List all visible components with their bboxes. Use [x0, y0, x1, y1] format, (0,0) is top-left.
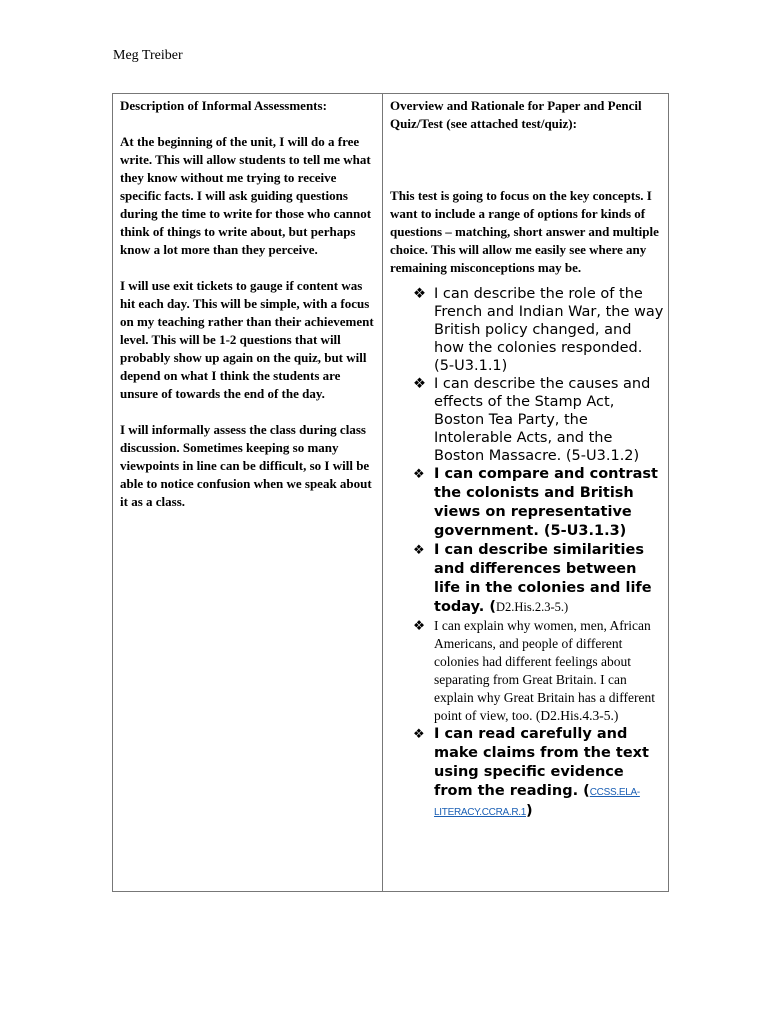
learning-target-text: I can describe the role of the French and Indian War, the way British policy changed, and how the colonies responded. (5-U3.1.1) — [434, 286, 664, 374]
right-column — [383, 94, 668, 891]
list-item — [390, 375, 664, 465]
left-paragraph-free-write: At the beginning of the unit, I will do a free write. This will allow students to tell me what they know without me trying to receive specific facts. I will ask guiding questions during the time to write for those who cannot think of things to write about, but perhaps know a lot more than they perceive. — [120, 134, 372, 257]
assessment-table — [112, 93, 669, 892]
closing-paren: ) — [526, 803, 533, 819]
list-item — [390, 541, 664, 617]
learning-target-text: I can explain why women, men, African Americans, and people of different colonies had different feelings about separating from Great Britain. I can explain why Great Britain has a different point of view, too. (D2.His.4.3-5.) — [434, 618, 655, 723]
left-paragraph-class-discussion: I will informally assess the class during class discussion. Sometimes keeping so many viewpoints in line can be difficult, so I will be able to notice confusion when we speak about it as a class. — [120, 422, 372, 509]
learning-target-text: I can describe the causes and effects of the Stamp Act, Boston Tea Party, the Intolerable Acts, and the Boston Massacre. (5-U3.1.2) — [434, 376, 651, 464]
diamond-bullet-icon: ❖ — [413, 286, 427, 302]
learning-target-text: I can compare and contrast the colonists and British views on representative government. (5-U3.1.3) — [434, 466, 658, 539]
list-item — [390, 617, 664, 725]
right-heading: Overview and Rationale for Paper and Pencil Quiz/Test (see attached test/quiz): — [390, 98, 642, 131]
standard-reference: D2.His.2.3-5.) — [495, 600, 569, 614]
list-item — [390, 285, 664, 375]
diamond-bullet-icon: ❖ — [413, 376, 427, 392]
right-intro: This test is going to focus on the key concepts. I want to include a range of options for kinds of questions – matching, short answer and multiple choice. This will allow me easily see where any remaining misconceptions may be. — [390, 188, 659, 275]
list-item — [390, 465, 664, 541]
author-name: Meg Treiber — [113, 48, 183, 63]
list-item — [390, 725, 664, 822]
diamond-bullet-icon: ❖ — [413, 727, 425, 742]
learning-target-text: I can describe similarities and differences between life in the colonies and life today. ( — [434, 542, 652, 615]
diamond-bullet-icon: ❖ — [413, 467, 425, 482]
diamond-bullet-icon: ❖ — [413, 543, 425, 558]
standard-link[interactable]: CCSS.ELA-LITERACY.CCRA.R.1 — [434, 787, 640, 818]
diamond-bullet-icon: ❖ — [413, 618, 426, 634]
learning-targets-list — [390, 285, 664, 822]
left-paragraph-exit-tickets: I will use exit tickets to gauge if content was hit each day. This will be simple, with a focus on my teaching rather than their achievement level. This will be 1-2 questions that will probably show up again on the quiz, but will depend on what I think the students are unsure of towards the end of the day. — [120, 278, 374, 401]
learning-target-text: I can read carefully and make claims from the text using specific evidence from the reading. ( — [434, 726, 649, 799]
left-heading: Description of Informal Assessments: — [120, 98, 327, 113]
left-column — [113, 94, 383, 891]
